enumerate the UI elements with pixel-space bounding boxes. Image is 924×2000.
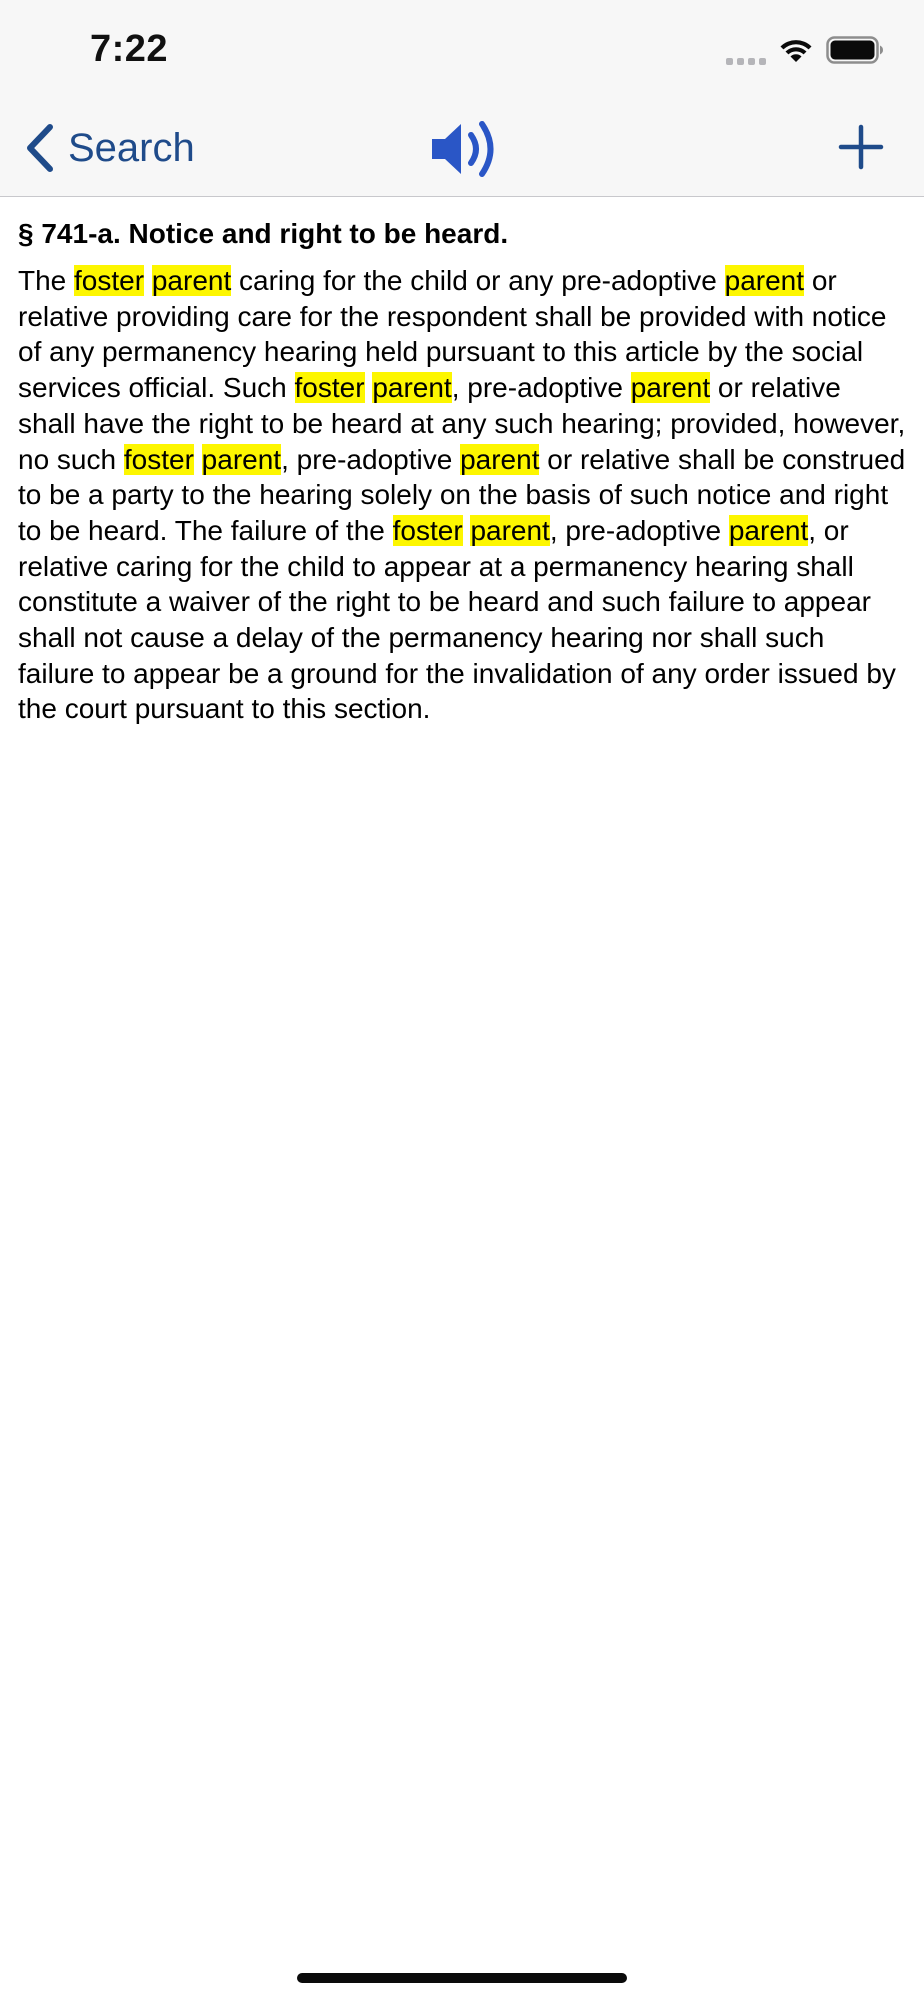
cellular-signal-icon xyxy=(726,35,766,65)
highlighted-term: parent xyxy=(460,443,540,475)
section-title: § 741-a. Notice and right to be heard. xyxy=(18,218,509,249)
highlighted-term: foster xyxy=(294,372,365,404)
section-body xyxy=(18,263,906,727)
status-indicators xyxy=(726,32,884,68)
body-text: or relative shall be construed to be a party to the hearing solely on the basis of such notice and right to be heard. The failure of the xyxy=(18,443,906,546)
status-time: 7:22 xyxy=(90,28,169,70)
highlighted-term: parent xyxy=(201,443,282,475)
highlighted-term: parent xyxy=(728,514,809,546)
body-text: The xyxy=(18,265,75,296)
body-text: , pre-adoptive xyxy=(451,372,631,404)
body-text xyxy=(194,444,202,475)
body-text: , pre-adoptive xyxy=(281,443,461,475)
highlighted-term: parent xyxy=(372,372,452,404)
back-button[interactable] xyxy=(24,118,195,178)
body-text xyxy=(144,265,152,296)
highlighted-term: foster xyxy=(123,443,194,475)
home-indicator[interactable] xyxy=(297,1973,627,1983)
highlighted-term: parent xyxy=(630,372,711,404)
highlighted-term: parent xyxy=(724,265,805,296)
wifi-icon xyxy=(778,36,814,64)
body-text: or relative providing care for the respondent shall be provided with notice of any permanency hearing held pursuant to this article by the social services official. Such xyxy=(18,265,887,404)
body-text: , or relative caring for the child to appear at a permanency hearing shall constitute a waiver of the right to be heard and such failure to appear shall not cause a delay of the permanency hearing nor shall such failure to appear be a ground for the invalidation of any order issued by the court pursuant to this section. xyxy=(18,514,896,725)
battery-icon xyxy=(826,35,884,65)
plus-icon[interactable] xyxy=(836,122,886,172)
chevron-left-icon xyxy=(24,123,56,173)
back-button-label: Search xyxy=(68,126,195,170)
body-text: caring for the child or any pre-adoptive xyxy=(231,265,725,296)
highlighted-term: foster xyxy=(74,265,145,296)
highlighted-term: foster xyxy=(392,514,463,546)
statute-content xyxy=(18,213,906,727)
speaker-volume-icon[interactable] xyxy=(428,118,498,180)
body-text: or relative shall have the right to be heard at any such hearing; provided, however, no such xyxy=(18,372,906,475)
body-text: , pre-adoptive xyxy=(549,514,729,546)
highlighted-term: parent xyxy=(470,514,550,546)
top-bar xyxy=(0,0,924,197)
highlighted-term: parent xyxy=(151,265,232,296)
